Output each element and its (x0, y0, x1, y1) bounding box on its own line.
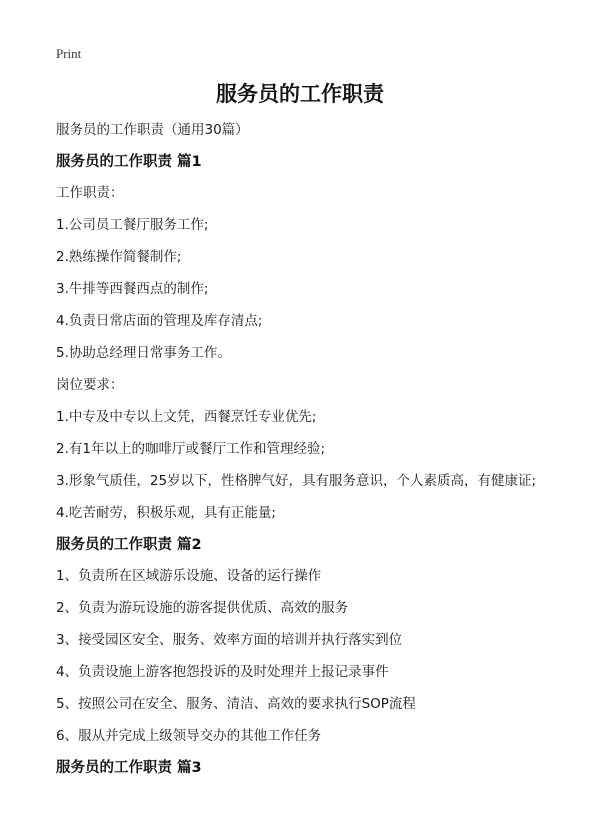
requirements-label: 岗位要求： (56, 377, 124, 393)
requirement-item-4: 4.吃苦耐劳，积极乐观，具有正能量; (56, 505, 276, 521)
section-2-heading: 服务员的工作职责 篇2 (56, 537, 202, 553)
print-label: Print (56, 46, 82, 61)
section-2-item-5: 5、按照公司在安全、服务、清洁、高效的要求执行SOP流程 (56, 696, 416, 712)
document-title: 服务员的工作职责 (216, 82, 384, 106)
section-2-item-6: 6、服从并完成上级领导交办的其他工作任务 (56, 728, 322, 744)
requirement-item-3: 3.形象气质佳，25岁以下，性格脾气好，具有服务意识，个人素质高，有健康证; (56, 473, 537, 489)
section-2-item-2: 2、负责为游玩设施的游客提供优质、高效的服务 (56, 600, 349, 616)
duty-item-3: 3.牛排等西餐西点的制作; (56, 281, 209, 297)
duty-item-2: 2.熟练操作简餐制作; (56, 249, 182, 265)
section-2-item-3: 3、接受园区安全、服务、效率方面的培训并执行落实到位 (56, 632, 403, 648)
duty-item-5: 5.协助总经理日常事务工作。 (56, 345, 231, 361)
section-2-item-1: 1、负责所在区域游乐设施、设备的运行操作 (56, 568, 322, 584)
section-3-heading: 服务员的工作职责 篇3 (56, 760, 202, 776)
section-2-item-4: 4、负责设施上游客抱怨投诉的及时处理并上报记录事件 (56, 664, 389, 680)
duty-item-1: 1.公司员工餐厅服务工作; (56, 217, 209, 233)
document-subtitle: 服务员的工作职责（通用30篇） (56, 122, 249, 138)
duty-item-4: 4.负责日常店面的管理及库存清点; (56, 313, 263, 329)
requirement-item-1: 1.中专及中专以上文凭，西餐烹饪专业优先; (56, 409, 317, 425)
duties-label: 工作职责： (56, 185, 124, 201)
requirement-item-2: 2.有1年以上的咖啡厅或餐厅工作和管理经验; (56, 441, 326, 457)
section-1-heading: 服务员的工作职责 篇1 (56, 154, 202, 170)
